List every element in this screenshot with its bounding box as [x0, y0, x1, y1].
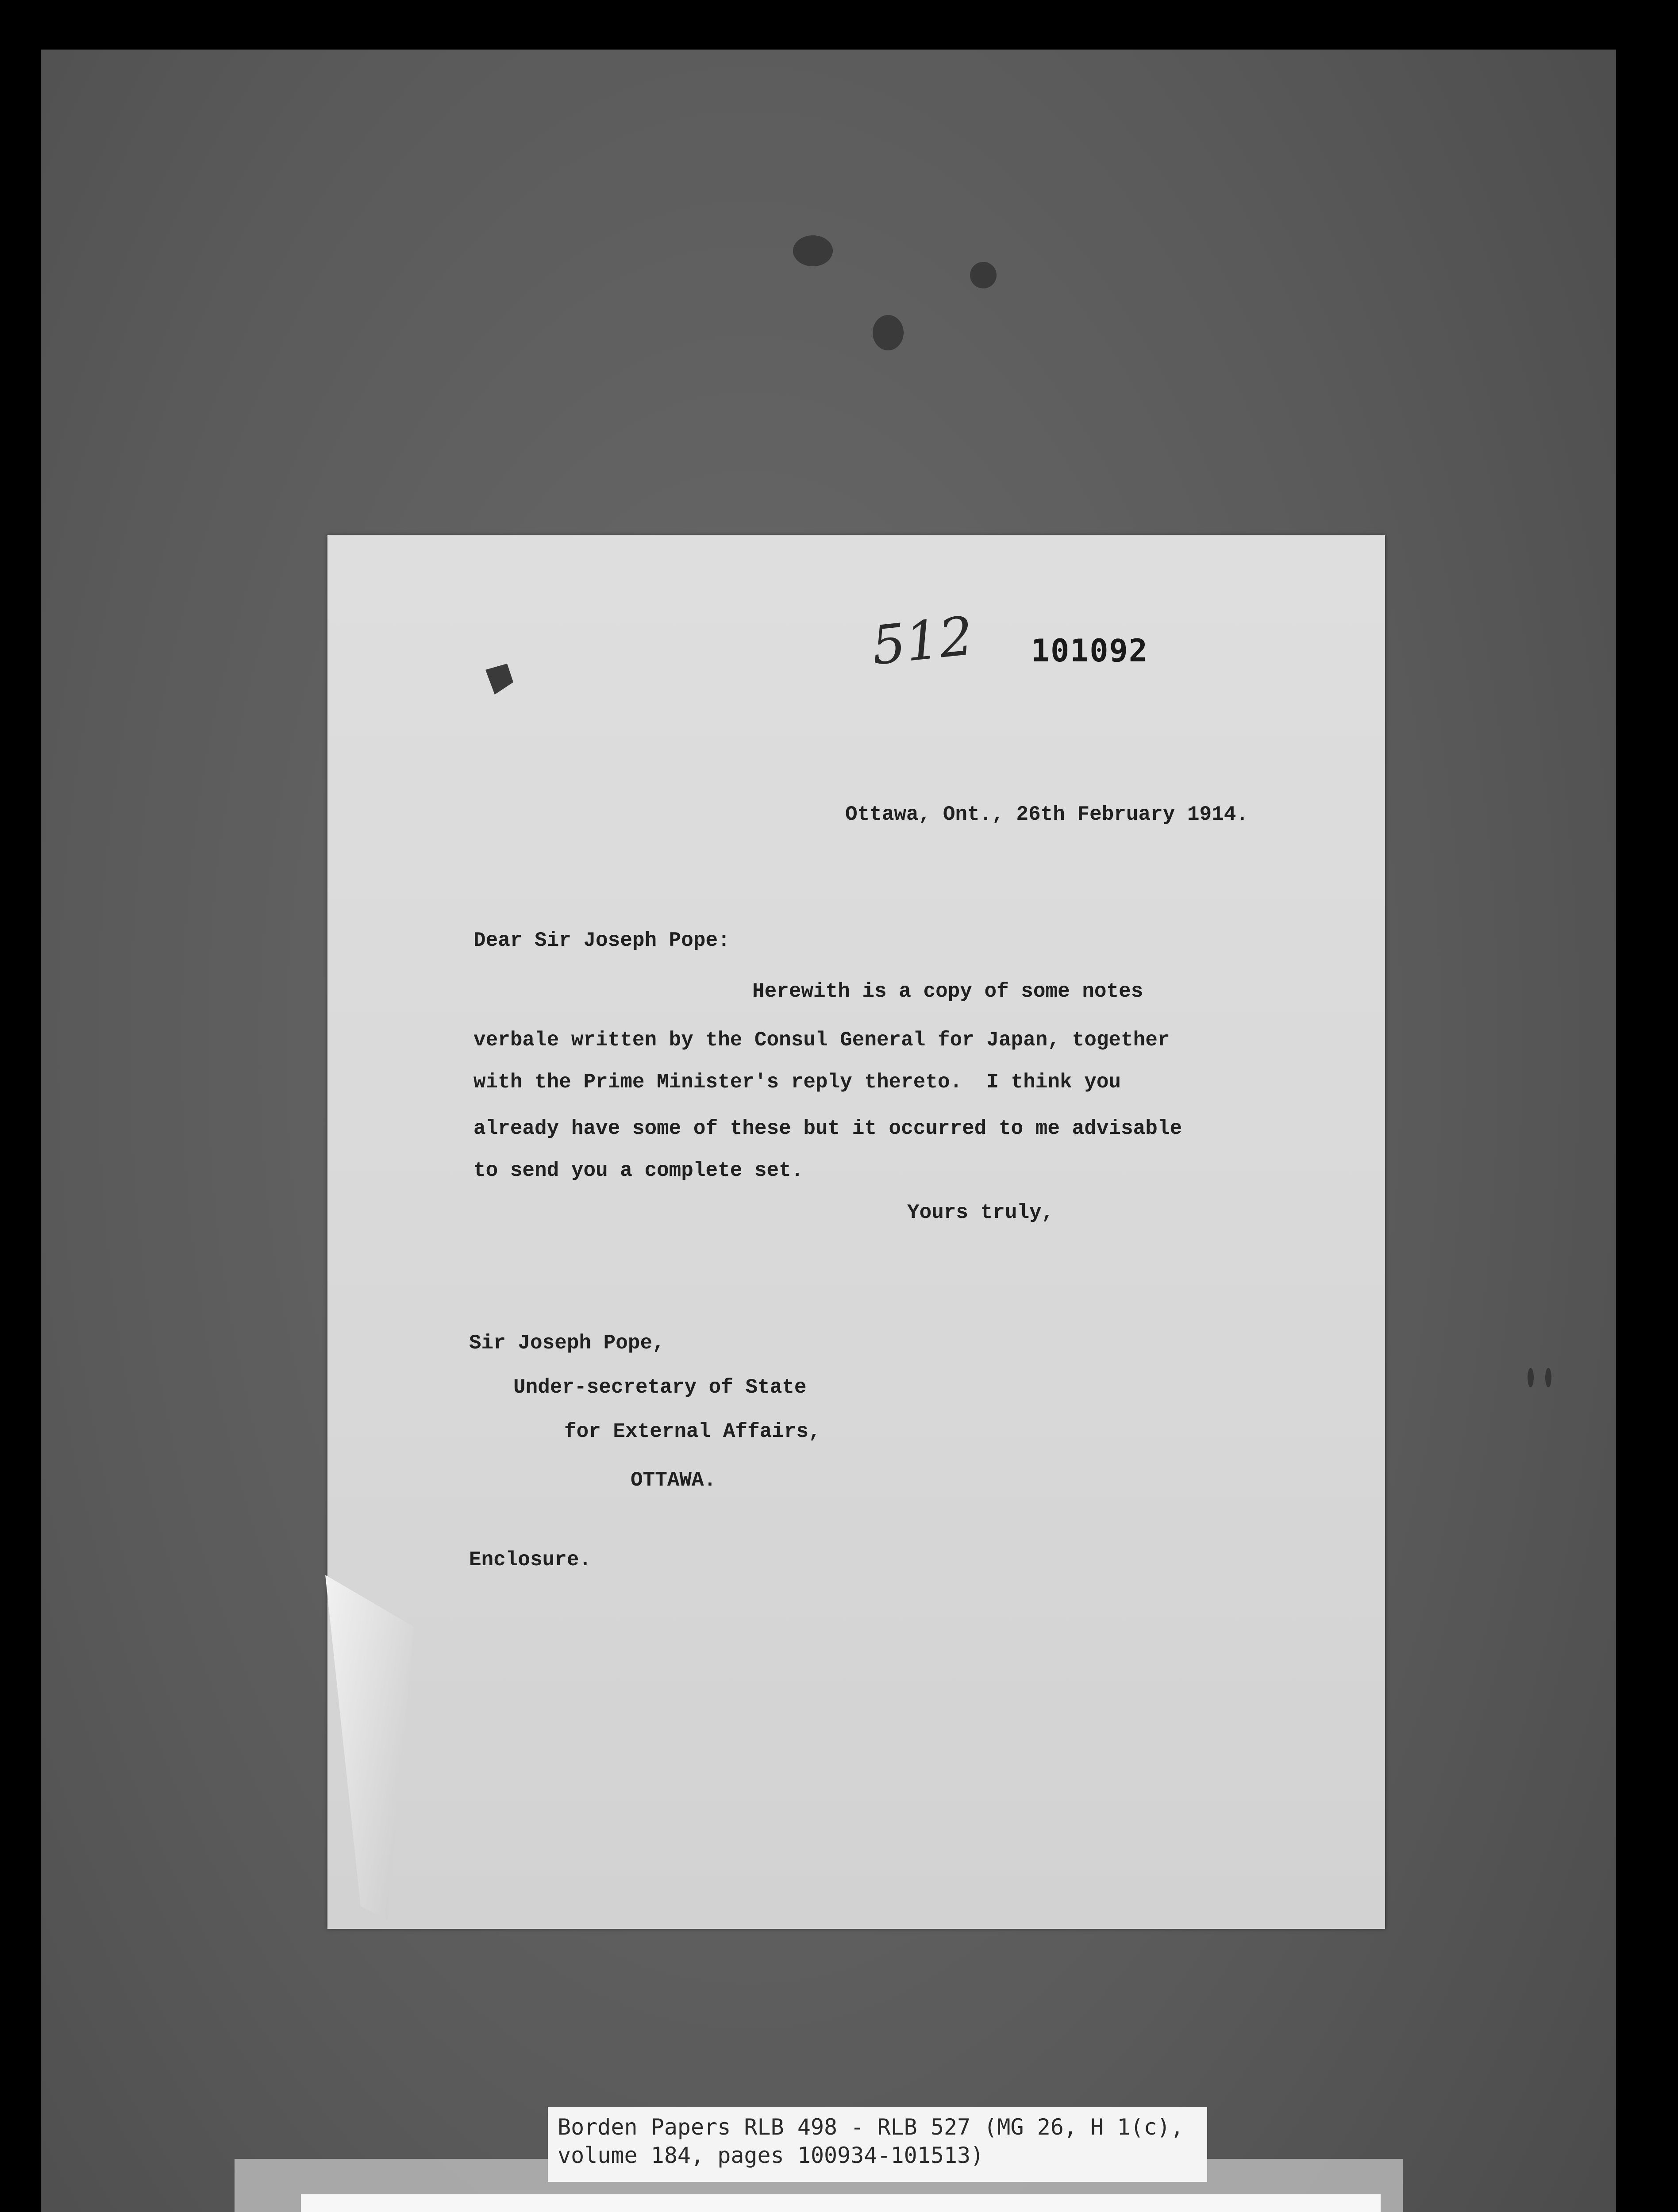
addressee-department: for External Affairs,: [564, 1420, 821, 1443]
dust-speck: [873, 315, 904, 350]
catalog-line: Borden Papers RLB 498 - RLB 527 (MG 26, H 1(c),: [558, 2114, 1184, 2140]
addressee-city: OTTAWA.: [631, 1469, 716, 1492]
catalog-line: volume 184, pages 100934-101513): [558, 2143, 984, 2168]
dust-speck: [970, 262, 997, 288]
body-line: already have some of these but it occurred to me advisable: [473, 1117, 1182, 1140]
catalog-label: [548, 2107, 1207, 2182]
handwritten-folio: 512: [869, 605, 976, 677]
closing: Yours truly,: [907, 1201, 1054, 1224]
letter-page: [327, 535, 1385, 1929]
enclosure-note: Enclosure.: [469, 1548, 592, 1571]
dust-speck: [1545, 1368, 1551, 1387]
body-line: verbale written by the Consul General for Japan, together: [473, 1029, 1170, 1052]
dust-speck: [1528, 1368, 1534, 1387]
addressee-title: Under-secretary of State: [513, 1376, 807, 1399]
body-line: with the Prime Minister's reply thereto. I think you: [473, 1071, 1121, 1094]
salutation: Dear Sir Joseph Pope:: [473, 929, 730, 952]
document-number: 101092: [1031, 633, 1148, 669]
dust-speck: [793, 235, 833, 266]
body-line: Herewith is a copy of some notes: [752, 980, 1143, 1003]
addressee-name: Sir Joseph Pope,: [469, 1332, 665, 1355]
dateline: Ottawa, Ont., 26th February 1914.: [845, 803, 1248, 826]
archives-stamp: [301, 2194, 1381, 2212]
body-line: to send you a complete set.: [473, 1159, 804, 1182]
